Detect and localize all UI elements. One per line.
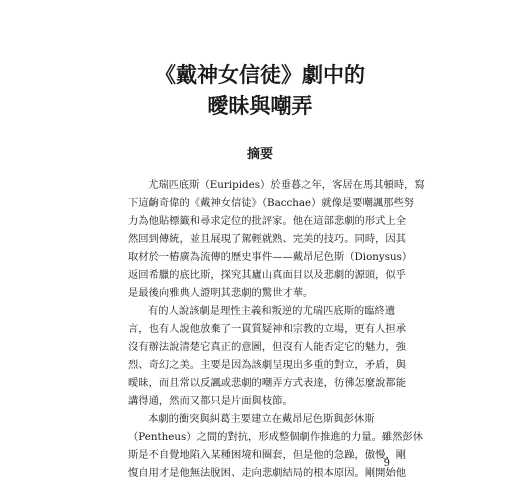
section-heading-abstract: 摘要 — [246, 147, 273, 162]
body-line: 尤瑞匹底斯（Euripides）於垂暮之年，客居在馬其頓時，寫 — [148, 179, 425, 191]
body-line: 然回到傳統，並且展現了駕輕就熟、完美的技巧。同時，因其 — [128, 233, 407, 245]
body-line: （Pentheus）之間的對抗，形成整個劇作推進的力量。雖然彭休 — [128, 431, 424, 443]
body-line: 斯是不自覺地陷入某種困境和圈套，但是他的急躁，傲慢，剛 — [128, 449, 407, 461]
body-line: 本劇的衝突與糾葛主要建立在戴昂尼色斯與彭休斯 — [148, 413, 375, 425]
body-line: 愎自用才是他無法脫困、走向悲劇結局的根本原因。剛開始他 — [128, 467, 407, 479]
body-line: 返回希臘的底比斯，探究其廬山真面目以及悲劇的源頭，似乎 — [128, 269, 407, 281]
body-line: 講得通，然而又都只是片面與枝節。 — [128, 395, 293, 407]
body-line: 曖昧，而且常以反諷或悲劇的嘲弄方式表達，彷彿怎麼說都能 — [128, 377, 407, 389]
title-line-1: 《戴神女信徒》劇中的 — [155, 62, 365, 87]
body-line: 言，也有人說他放棄了一貫質疑神和宗教的立場，更有人担承 — [128, 323, 407, 335]
body-line: 下這齣奇偉的《戴神女信徒》（Bacchae）就像是要嘲諷那些努 — [128, 197, 415, 209]
body-line: 力為他貼標籤和尋求定位的批評家。他在這部悲劇的形式上全 — [128, 215, 407, 227]
body-text — [128, 176, 425, 482]
body-line: 是最後向雅典人證明其悲劇的驚世才華。 — [128, 287, 314, 299]
body-line: 烈、奇幻之美。主要是因為該劇呈現出多重的對立，矛盾，與 — [128, 359, 407, 371]
page-number: 9 — [383, 458, 390, 469]
body-line: 有的人說該劇是理性主義和叛逆的尤瑞匹底斯的臨終遺 — [148, 305, 396, 317]
title-line-2: 曖昧與嘲弄 — [207, 93, 313, 118]
body-line: 沒有辦法說清楚它真正的意圖，但沒有人能否定它的魅力，強 — [128, 341, 407, 353]
body-line: 取材於一樁廣為流傳的歷史事件——戴昂尼色斯（Dionysus） — [128, 251, 413, 263]
